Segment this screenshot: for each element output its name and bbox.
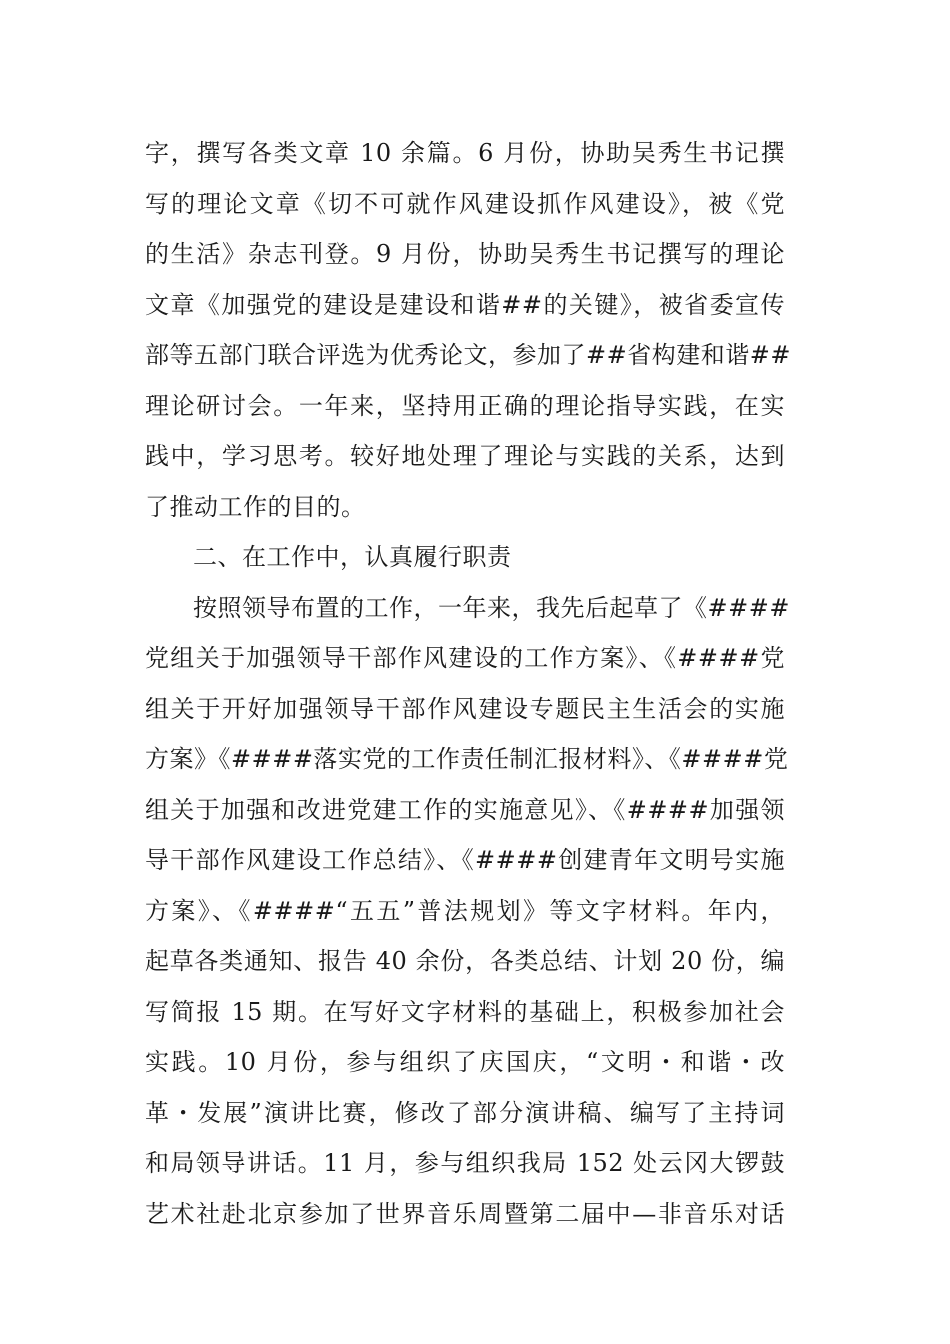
paragraph-line: 写的理论文章《切不可就作风建设抓作风建设》，被《党 [145,189,785,218]
paragraph-line: 组关于开好加强领导干部作风建设专题民主生活会的实施 [145,694,785,723]
paragraph-line: 部等五部门联合评选为优秀论文，参加了##省构建和谐## [145,341,791,369]
paragraph-line: 导干部作风建设工作总结》、《####创建青年文明号实施 [145,846,785,874]
paragraph-line: 文章《加强党的建设是建设和谐##的关键》，被省委宣传 [145,290,785,319]
paragraph-line: 革・发展”演讲比赛，修改了部分演讲稿、编写了主持词 [145,1098,785,1127]
paragraph-1 [145,128,791,532]
paragraph-line: 的生活》杂志刊登。9 月份，协助吴秀生书记撰写的理论 [145,240,785,268]
paragraph-line: 起草各类通知、报告 40 余份，各类总结、计划 20 份，编 [145,947,785,975]
paragraph-line: 艺术社赴北京参加了世界音乐周暨第二届中—非音乐对话 [145,1199,785,1228]
section-heading: 二、在工作中，认真履行职责 [193,543,512,571]
paragraph-line: 党组关于加强领导干部作风建设的工作方案》、《####党 [145,644,785,672]
paragraph-line: 实践。10 月份，参与组织了庆国庆，“文明・和谐・改 [145,1048,785,1076]
paragraph-line: 践中，学习思考。较好地处理了理论与实践的关系，达到 [145,442,785,470]
paragraph-line: 字，撰写各类文章 10 余篇。6 月份，协助吴秀生书记撰 [145,139,785,167]
paragraph-line: 按照领导布置的工作，一年来，我先后起草了《#### [193,593,790,622]
paragraph-line: 理论研讨会。一年来，坚持用正确的理论指导实践，在实 [145,391,785,420]
paragraph-2 [145,583,790,1240]
document-body [145,128,791,1239]
paragraph-line: 了推动工作的目的。 [145,492,366,521]
paragraph-line: 方案》、《####“五五”普法规划》等文字材料。年内， [145,896,785,925]
paragraph-line: 组关于加强和改进党建工作的实施意见》、《####加强领 [145,795,785,824]
paragraph-line: 写简报 15 期。在写好文字材料的基础上，积极参加社会 [145,997,785,1026]
paragraph-line: 方案》《####落实党的工作责任制汇报材料》、《####党 [145,745,789,773]
paragraph-line: 和局领导讲话。11 月，参与组织我局 152 处云冈大锣鼓 [145,1149,785,1177]
